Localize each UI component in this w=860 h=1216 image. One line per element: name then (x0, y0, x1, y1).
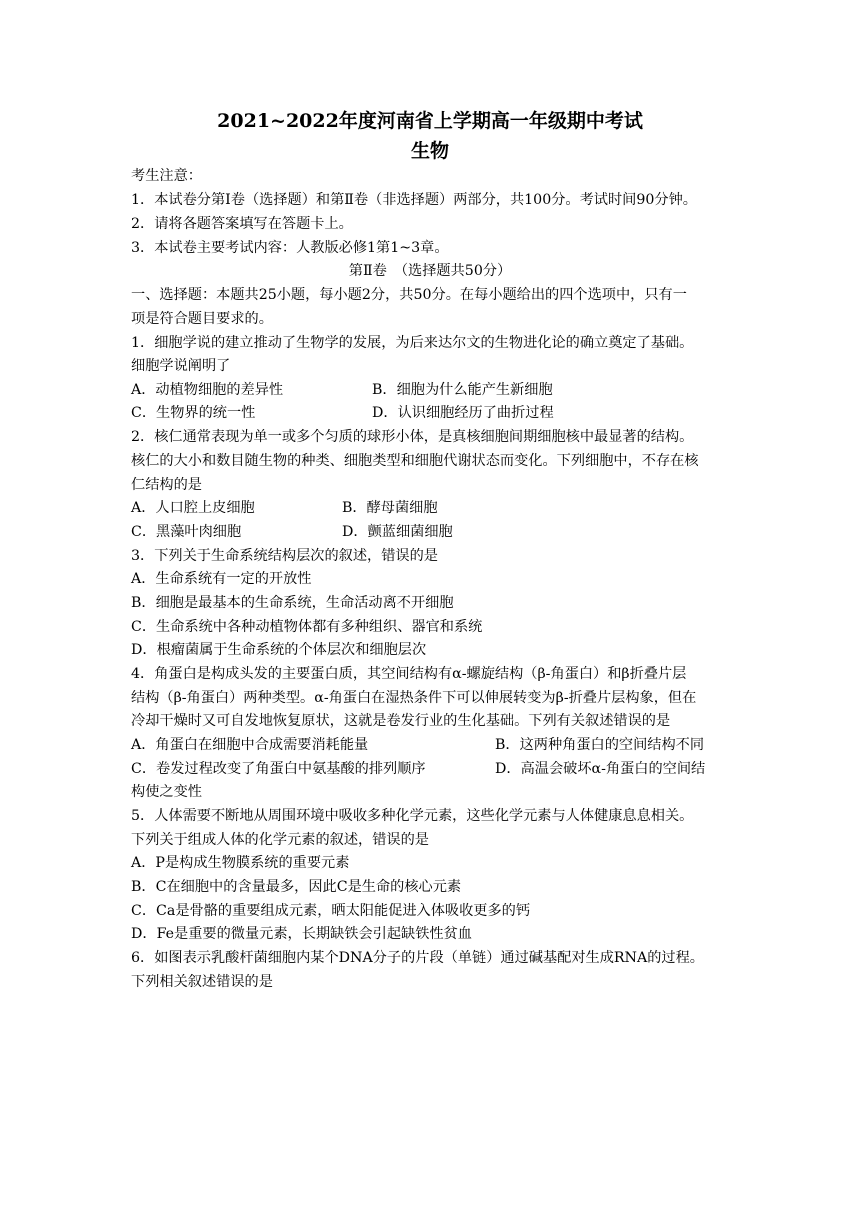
question-1-option-a: A．动植物细胞的差异性 (131, 382, 284, 398)
question-5-option-d: D．Fe是重要的微量元素，长期缺铁会引起缺铁性贫血 (131, 926, 472, 942)
question-3-option-b: B．细胞是最基本的生命系统，生命活动离不开细胞 (131, 595, 454, 611)
exam-title: 2021~2022年度河南省上学期高一年级期中考试 (217, 110, 643, 132)
question-3-option-a: A．生命系统有一定的开放性 (131, 571, 312, 587)
question-4-option-d-continued: 构使之变性 (131, 784, 202, 800)
question-4-option-d: D．高温会破坏α-角蛋白的空间结 (495, 761, 706, 777)
question-2-option-d: D．颤蓝细菌细胞 (342, 524, 453, 540)
notice-item: 2．请将各题答案填写在答题卡上。 (131, 216, 353, 232)
notice-item: 1．本试卷分第Ⅰ卷（选择题）和第Ⅱ卷（非选择题）两部分，共100分。考试时间90分钟。 (131, 192, 697, 208)
section-title: 第Ⅱ卷 （选择题共50分） (348, 263, 512, 279)
question-1-option-d: D．认识细胞经历了曲折过程 (372, 405, 554, 421)
question-4-option-c: C．卷发过程改变了角蛋白中氨基酸的排列顺序 (131, 761, 426, 777)
question-5-stem: 5．人体需要不断地从周围环境中吸收多种化学元素，这些化学元素与人体健康息息相关。 (131, 808, 694, 824)
exam-subject: 生物 (410, 140, 449, 162)
question-4-option-b: B．这两种角蛋白的空间结构不同 (495, 737, 705, 753)
section-intro: 项是符合题目要求的。 (131, 311, 273, 327)
question-5-stem: 下列关于组成人体的化学元素的叙述，错误的是 (131, 832, 429, 848)
question-2-stem: 核仁的大小和数目随生物的种类、细胞类型和细胞代谢状态而变化。下列细胞中，不存在核 (131, 453, 699, 469)
question-1-option-b: B．细胞为什么能产生新细胞 (372, 382, 553, 398)
question-1-option-c: C．生物界的统一性 (131, 405, 256, 421)
question-4-stem: 结构（β-角蛋白）两种类型。α-角蛋白在湿热条件下可以伸展转变为β-折叠片层构象，但在 (131, 690, 697, 706)
question-5-option-a: A．P是构成生物膜系统的重要元素 (131, 855, 350, 871)
notice-item: 3．本试卷主要考试内容：人教版必修1第1~3章。 (131, 240, 449, 256)
question-6-stem: 6．如图表示乳酸杆菌细胞内某个DNA分子的片段（单链）通过碱基配对生成RNA的过程。 (131, 950, 704, 966)
question-2-option-b: B．酵母菌细胞 (342, 500, 438, 516)
question-3-stem: 3．下列关于生命系统结构层次的叙述，错误的是 (131, 548, 438, 564)
question-3-option-c: C．生命系统中各种动植物体都有多种组织、器官和系统 (131, 619, 483, 635)
notice-heading: 考生注意： (131, 168, 202, 184)
question-4-option-a: A．角蛋白在细胞中合成需要消耗能量 (131, 737, 369, 753)
question-5-option-b: B．C在细胞中的含量最多，因此C是生命的核心元素 (131, 879, 462, 895)
question-2-option-c: C．黑藻叶肉细胞 (131, 524, 242, 540)
section-intro: 一、选择题：本题共25小题，每小题2分，共50分。在每小题给出的四个选项中，只有一 (131, 287, 687, 303)
question-2-option-a: A．人口腔上皮细胞 (131, 500, 255, 516)
question-6-stem: 下列相关叙述错误的是 (131, 974, 273, 990)
question-2-stem: 2．核仁通常表现为单一或多个匀质的球形小体，是真核细胞间期细胞核中最显著的结构。 (131, 429, 694, 445)
question-4-stem: 4．角蛋白是构成头发的主要蛋白质，其空间结构有α-螺旋结构（β-角蛋白）和β折叠片层 (131, 666, 687, 682)
question-2-stem: 仁结构的是 (131, 477, 202, 493)
question-5-option-c: C．Ca是骨骼的重要组成元素，晒太阳能促进入体吸收更多的钙 (131, 903, 531, 919)
question-4-stem: 冷却干燥时又可自发地恢复原状，这就是卷发行业的生化基础。下列有关叙述错误的是 (131, 713, 671, 729)
question-1-stem: 1．细胞学说的建立推动了生物学的发展，为后来达尔文的生物进化论的确立奠定了基础。 (131, 335, 694, 351)
question-3-option-d: D．根瘤菌属于生命系统的个体层次和细胞层次 (131, 642, 427, 658)
question-1-stem: 细胞学说阐明了 (131, 358, 231, 374)
